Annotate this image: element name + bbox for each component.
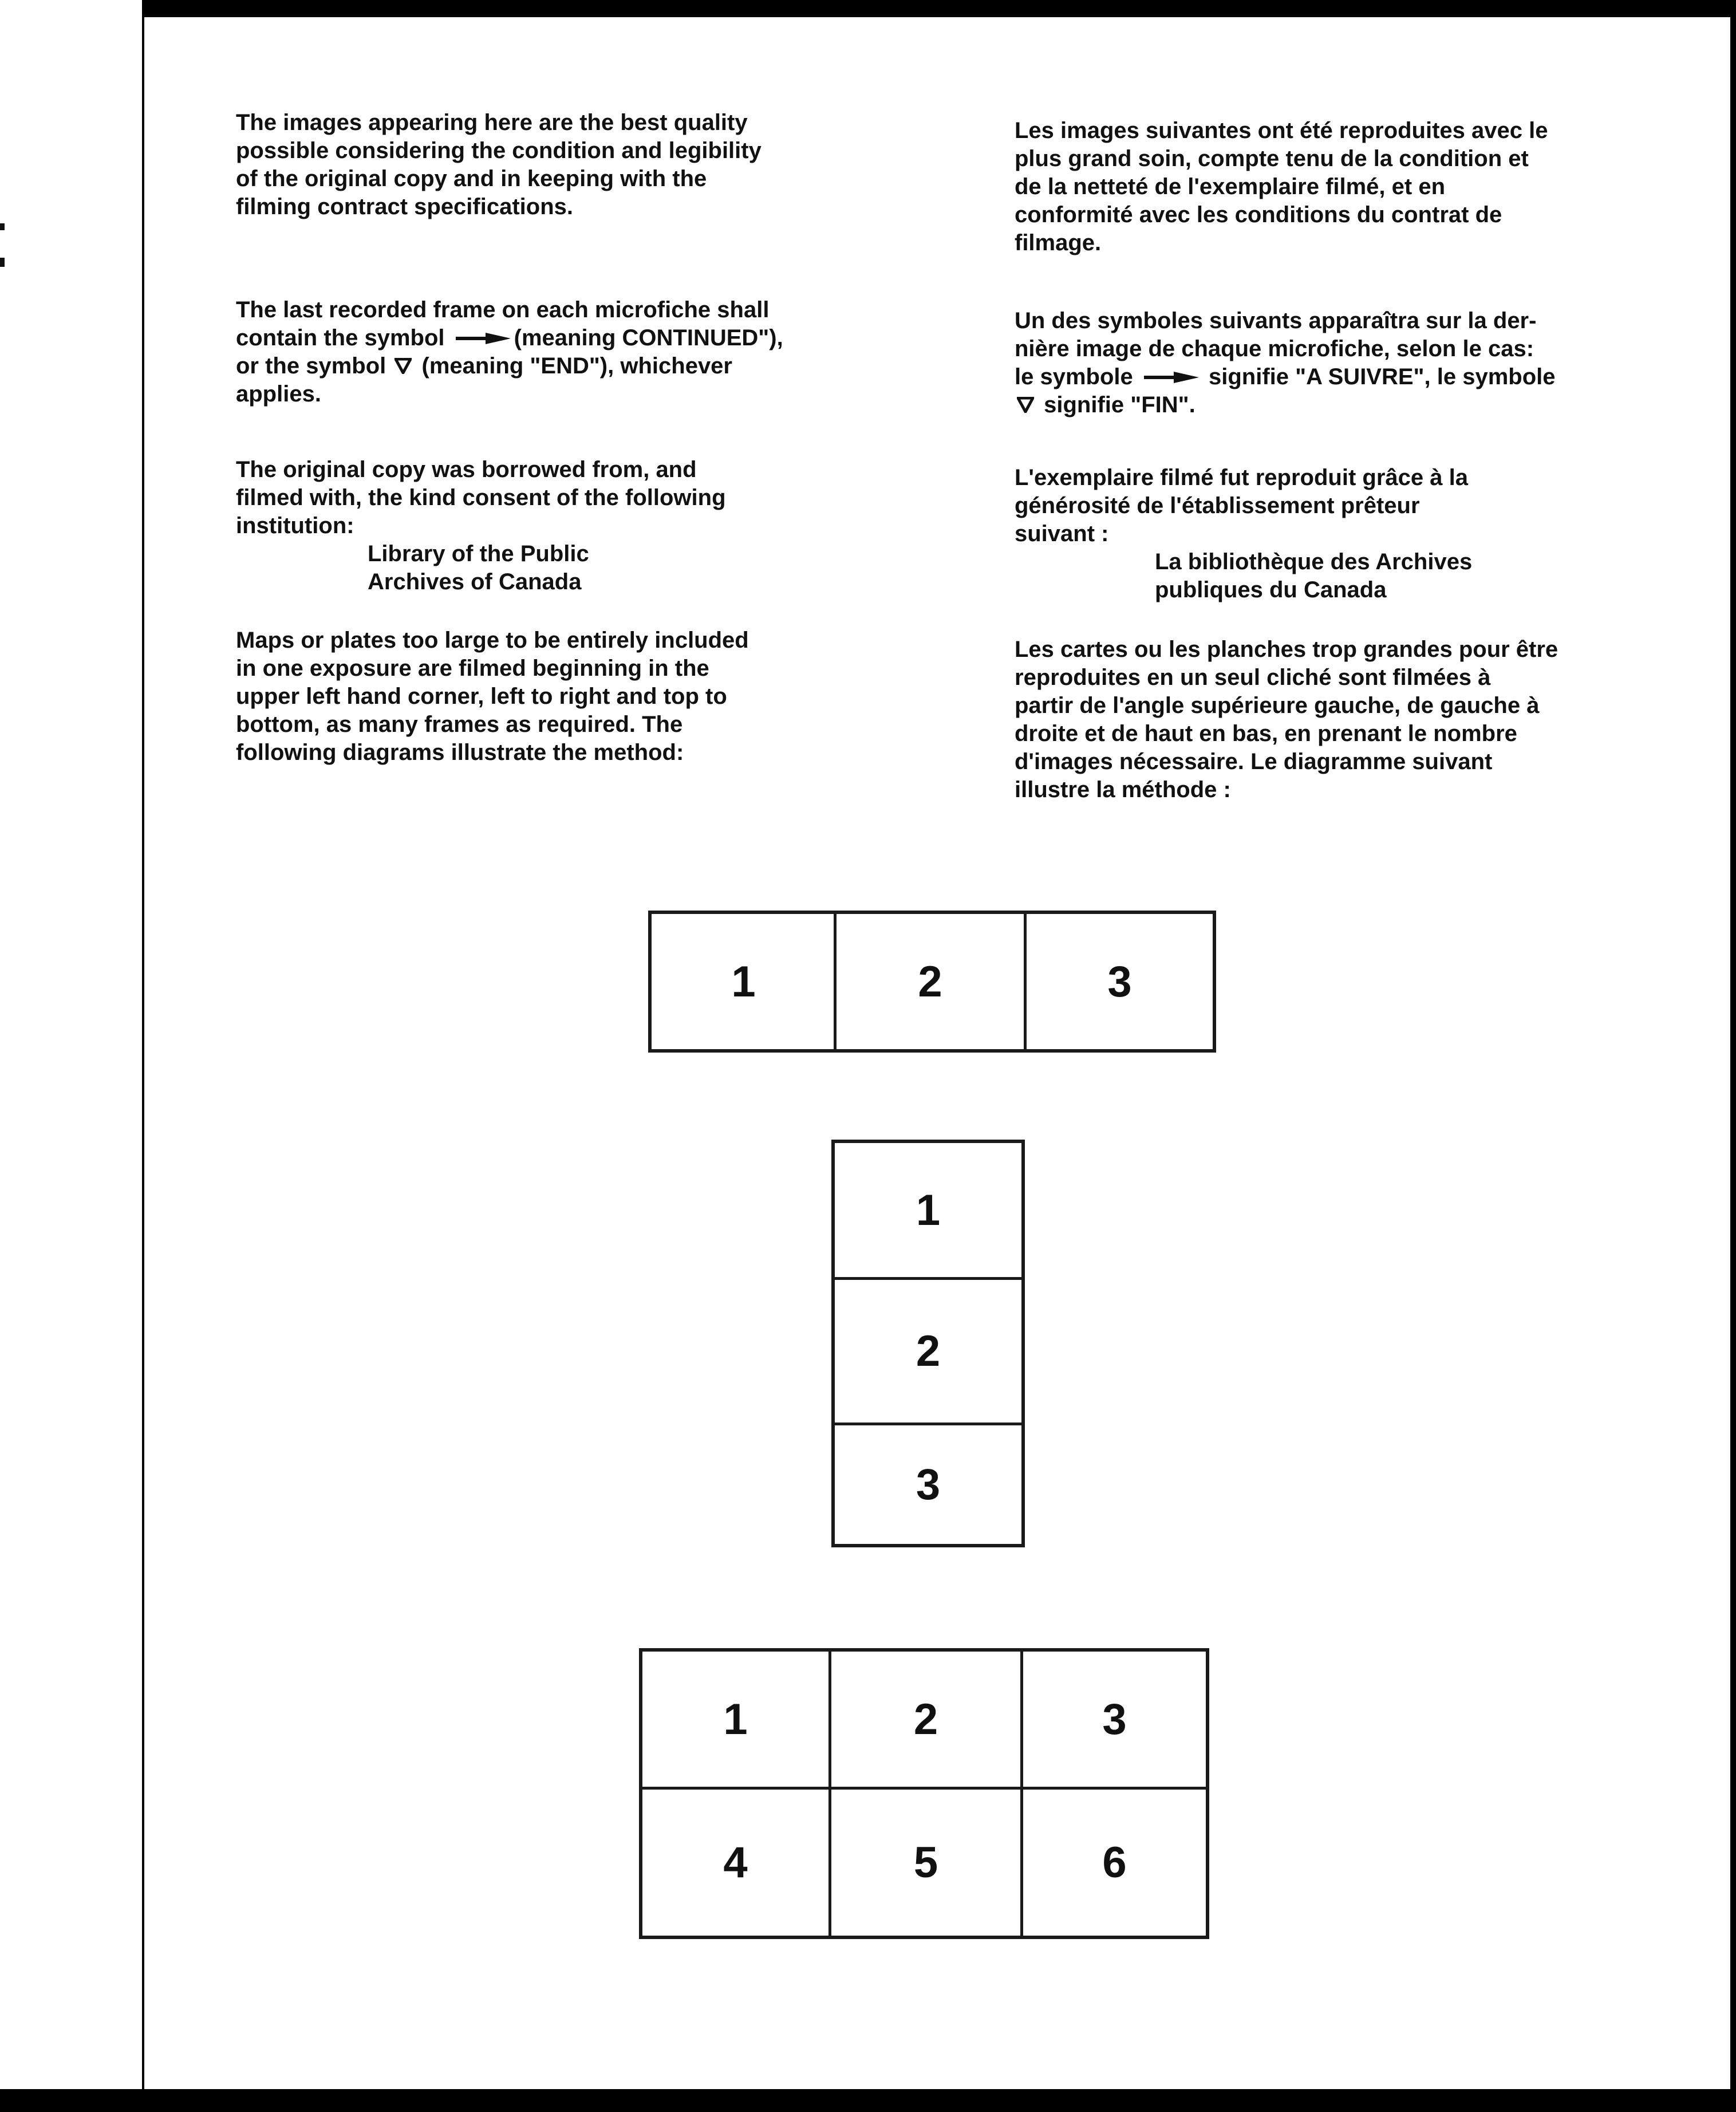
english-consent-paragraph [236, 456, 923, 596]
text-line: possible considering the condition and legibility [236, 138, 762, 163]
diagram-column [831, 1140, 1025, 1547]
triangle-down-icon [392, 352, 415, 380]
french-maps-paragraph [1015, 636, 1662, 804]
text-line: applies. [236, 381, 321, 407]
text-fragment: or the symbol [236, 353, 386, 379]
diagram-cell: 5 [913, 1838, 938, 1887]
diagram-cell: 1 [731, 957, 756, 1006]
text-line [236, 352, 923, 380]
diagram-cell: 2 [918, 957, 942, 1006]
text-line: The original copy was borrowed from, and [236, 457, 697, 482]
text-line: The images appearing here are the best quality [236, 110, 748, 135]
institution-line: Library of the Public [368, 541, 589, 566]
institution-line: La bibliothèque des Archives [1155, 549, 1473, 574]
strip-mark [0, 223, 5, 230]
document-page [144, 17, 1730, 2105]
text-line: upper left hand corner, left to right and top to [236, 684, 727, 709]
english-symbol-paragraph [236, 296, 923, 408]
text-line: suivant : [1015, 521, 1109, 546]
text-line: reproduites en un seul cliché sont filmées à [1015, 665, 1491, 690]
text-fragment: (meaning "END"), whichever [421, 353, 732, 379]
text-line: droite et de haut en bas, en prenant le nombre [1015, 721, 1517, 746]
institution-line: publiques du Canada [1155, 577, 1387, 602]
text-line: of the original copy and in keeping with the [236, 166, 707, 191]
diagram-cell: 6 [1102, 1838, 1127, 1887]
diagram-cell: 3 [916, 1460, 941, 1509]
text-line: filmage. [1015, 230, 1102, 255]
diagram-cell: 4 [723, 1838, 748, 1887]
diagram-cell: 1 [723, 1695, 748, 1744]
text-line: bottom, as many frames as required. The [236, 712, 683, 737]
text-line: institution: [236, 513, 354, 538]
strip-mark [0, 258, 5, 267]
text-fragment: signifie "A SUIVRE", le symbole [1209, 364, 1556, 389]
text-line [236, 324, 923, 352]
english-maps-paragraph [236, 626, 923, 767]
text-line: de la netteté de l'exemplaire filmé, et en [1015, 174, 1446, 199]
institution-line: Archives of Canada [368, 569, 582, 594]
diagram-cell: 1 [916, 1185, 941, 1235]
text-line: Les images suivantes ont été reproduites avec le [1015, 118, 1548, 143]
text-line [1015, 391, 1662, 419]
text-line: L'exemplaire filmé fut reproduit grâce à la [1015, 465, 1468, 490]
diagram-row [648, 911, 1216, 1053]
text-line: illustre la méthode : [1015, 777, 1231, 802]
english-quality-paragraph [236, 109, 923, 221]
text-line: following diagrams illustrate the method: [236, 740, 684, 765]
diagram-cell: 2 [913, 1695, 938, 1744]
scan-border [0, 2089, 1736, 2112]
text-line: générosité de l'établissement prêteur [1015, 493, 1420, 518]
diagram-cell: 3 [1107, 957, 1132, 1006]
text-line: filmed with, the kind consent of the following [236, 485, 726, 510]
text-line: Un des symboles suivants apparaîtra sur la der- [1015, 308, 1537, 333]
text-line: partir de l'angle supérieure gauche, de gauche à [1015, 693, 1540, 718]
french-consent-paragraph [1015, 464, 1662, 604]
text-line: in one exposure are filmed beginning in the [236, 656, 709, 681]
text-fragment: contain the symbol [236, 325, 445, 350]
text-fragment: signifie "FIN". [1044, 392, 1196, 417]
text-line: nière image de chaque microfiche, selon le cas: [1015, 336, 1534, 361]
text-line: Les cartes ou les planches trop grandes pour être [1015, 637, 1559, 662]
diagram-cell: 2 [916, 1327, 941, 1376]
triangle-down-icon [1015, 391, 1037, 419]
left-margin-strip [0, 0, 142, 2112]
text-line: Maps or plates too large to be entirely included [236, 628, 749, 653]
french-symbol-paragraph [1015, 307, 1662, 419]
text-line: The last recorded frame on each microfiche shall [236, 297, 770, 322]
text-line: filming contract specifications. [236, 194, 574, 219]
arrow-icon [451, 324, 514, 352]
diagram-cell: 3 [1102, 1695, 1127, 1744]
text-line: plus grand soin, compte tenu de la condition et [1015, 146, 1529, 171]
arrow-icon [1139, 363, 1202, 391]
french-quality-paragraph [1015, 117, 1662, 257]
diagram-grid [639, 1648, 1209, 1939]
text-fragment: (meaning CONTINUED"), [514, 325, 783, 350]
text-fragment: le symbole [1015, 364, 1133, 389]
text-line: conformité avec les conditions du contrat de [1015, 202, 1502, 227]
text-line [1015, 363, 1662, 391]
text-line: d'images nécessaire. Le diagramme suivant [1015, 749, 1493, 774]
